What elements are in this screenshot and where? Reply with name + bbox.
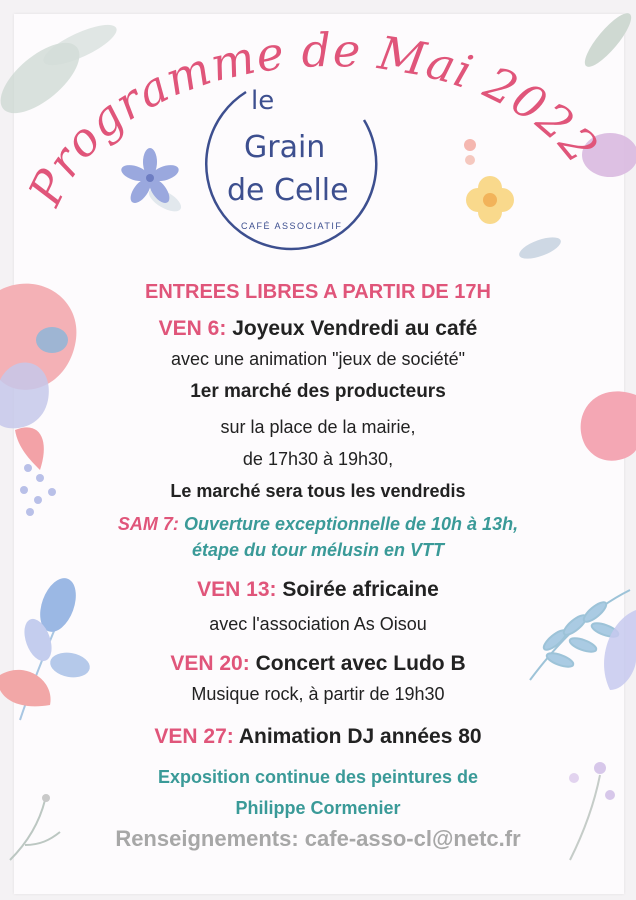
event-extra-title: 1er marché des producteurs	[190, 381, 446, 402]
event-date: VEN 13:	[197, 578, 277, 601]
contact-line: Renseignements: cafe-asso-cl@netc.fr	[115, 826, 521, 851]
logo-subtitle: CAFÉ ASSOCIATIF	[241, 221, 343, 231]
event-sam-7	[0, 515, 636, 533]
entrees-libres: ENTREES LIBRES A PARTIR DE 17H	[145, 281, 491, 303]
event-title: Soirée africaine	[282, 578, 439, 601]
event-detail: sur la place de la mairie,	[220, 417, 416, 437]
event-ven-27	[0, 726, 636, 747]
event-title: Concert avec Ludo B	[255, 652, 466, 675]
event-title: Ouverture exceptionnelle de 10h à 13h,	[183, 514, 519, 534]
logo-le: le	[251, 86, 275, 116]
event-detail: avec une animation "jeux de société"	[171, 349, 465, 369]
event-detail: avec l'association As Oisou	[209, 614, 427, 634]
cafe-logo	[196, 80, 381, 275]
event-detail: Musique rock, à partir de 19h30	[191, 684, 445, 704]
event-detail: étape du tour mélusin en VTT	[191, 540, 445, 560]
event-ven-13	[0, 579, 636, 600]
exposition-line-1: Exposition continue des peintures de	[157, 767, 479, 787]
event-date: VEN 6:	[158, 317, 227, 340]
exposition-line-2: Philippe Cormenier	[235, 798, 401, 818]
logo-grain: Grain	[244, 130, 326, 165]
event-title: Joyeux Vendredi au café	[232, 317, 478, 340]
event-date: VEN 27:	[154, 725, 234, 748]
logo-de-celle: de Celle	[227, 173, 349, 208]
event-date: SAM 7:	[117, 514, 179, 534]
event-title: Animation DJ années 80	[238, 725, 482, 748]
event-date: VEN 20:	[170, 652, 250, 675]
event-ven-20	[0, 653, 636, 674]
headline-text: Programme de Mai 2022	[17, 22, 610, 214]
event-ven-6	[0, 318, 636, 339]
event-detail: de 17h30 à 19h30,	[242, 449, 394, 469]
event-note: Le marché sera tous les vendredis	[170, 481, 466, 501]
